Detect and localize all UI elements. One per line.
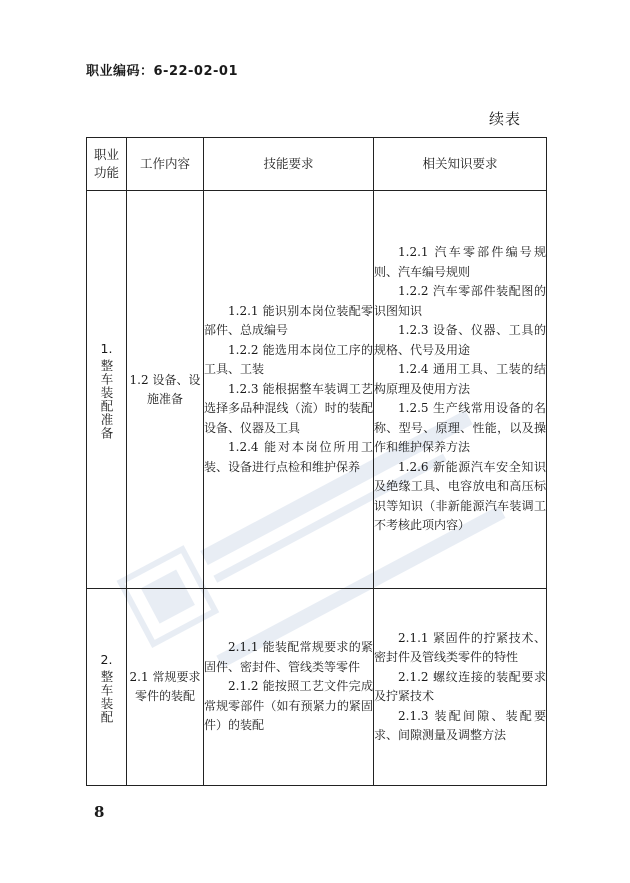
header-function-label: 职业 功能 [93, 147, 119, 180]
knowledge-item: 2.1.1 紧固件的拧紧技术、密封件及管线类零件的特性 [374, 630, 546, 664]
knowledge-cell [374, 191, 547, 589]
continued-label: 续表 [489, 110, 522, 128]
knowledge-item: 2.1.3 装配间隙、装配要求、间隙测量及调整方法 [374, 708, 546, 742]
knowledge-item: 1.2.1 汽车零部件编号规则、汽车编号规则 [374, 245, 546, 279]
work-content-cell: 2.1 常规要求零件的装配 [127, 589, 204, 786]
knowledge-cell [374, 589, 547, 786]
function-cell [87, 589, 127, 786]
knowledge-item: 1.2.3 设备、仪器、工具的规格、代号及用途 [374, 323, 546, 357]
skills-cell [204, 191, 374, 589]
header-skills: 技能要求 [204, 138, 374, 191]
knowledge-item: 1.2.2 汽车零部件装配图的识图知识 [374, 284, 546, 318]
competency-table [86, 137, 547, 786]
skill-item: 2.1.2 能按照工艺文件完成常规零部件（如有预紧力的紧固件）的装配 [204, 679, 373, 733]
function-number: 2. [100, 651, 113, 667]
knowledge-item: 2.1.2 螺纹连接的装配要求及拧紧技术 [374, 669, 546, 703]
work-content-cell: 1.2 设备、设施准备 [127, 191, 204, 589]
knowledge-item: 1.2.5 生产线常用设备的名称、型号、原理、性能，以及操作和维护保养方法 [374, 401, 546, 455]
function-cell [87, 191, 127, 589]
knowledge-item: 1.2.6 新能源汽车安全知识及绝缘工具、电容放电和高压标识等知识（非新能源汽车装调工不考核此项内容） [374, 459, 546, 533]
knowledge-item: 1.2.4 通用工具、工装的结构原理及使用方法 [374, 362, 546, 396]
occupation-code: 职业编码：6-22-02-01 [86, 64, 239, 79]
table-header-row [87, 138, 547, 191]
page-number: 8 [94, 803, 105, 821]
skills-cell [204, 589, 374, 786]
function-number: 1. [100, 340, 113, 356]
skill-item: 1.2.2 能选用本岗位工序的工具、工装 [204, 342, 373, 377]
skill-item: 1.2.3 能根据整车装调工艺选择多品种混线（流）时的装配设备、仪器及工具 [204, 381, 373, 435]
function-name: 整车装配 [99, 669, 114, 724]
table-row [87, 191, 547, 589]
skill-item: 2.1.1 能装配常规要求的紧固件、密封件、管线类等零件 [204, 640, 373, 674]
skill-item: 1.2.4 能对本岗位所用工装、设备进行点检和维护保养 [204, 440, 373, 474]
function-name: 整车装配准备 [99, 358, 114, 440]
skill-item: 1.2.1 能识别本岗位装配零部件、总成编号 [204, 303, 373, 338]
header-knowledge: 相关知识要求 [374, 138, 547, 191]
table-row [87, 589, 547, 786]
header-work-content: 工作内容 [127, 138, 204, 191]
header-function [87, 138, 127, 191]
